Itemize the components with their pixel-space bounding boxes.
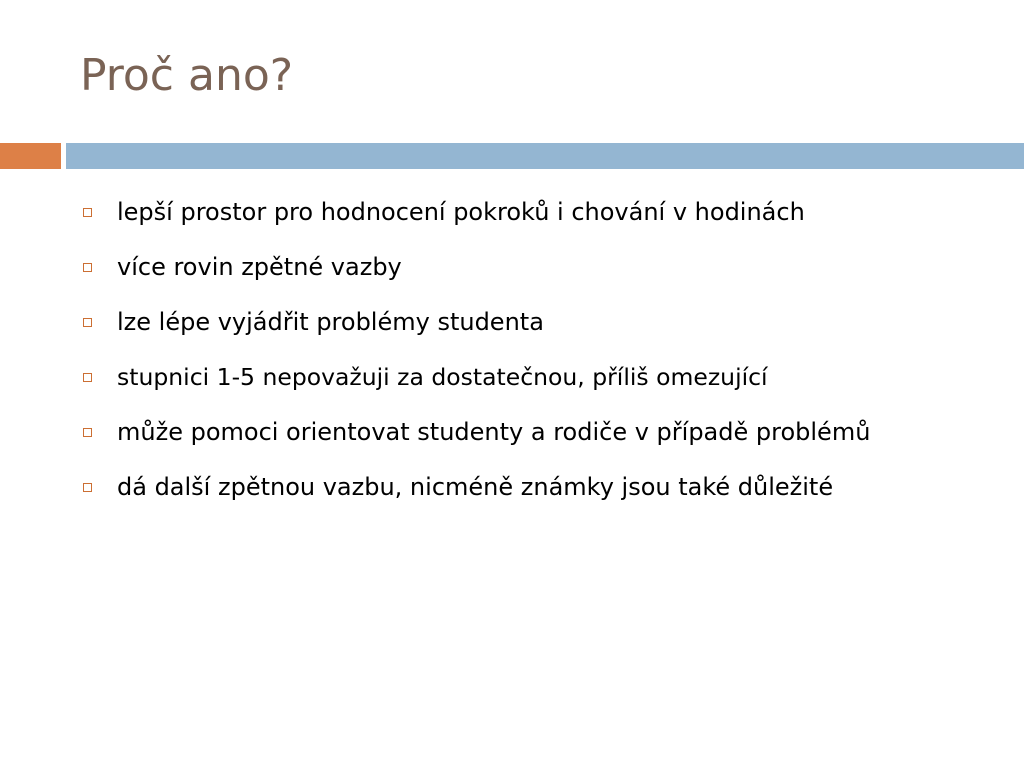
- bullet-item: [80, 465, 980, 509]
- square-bullet-icon: [83, 318, 92, 327]
- square-bullet-icon: [83, 483, 92, 492]
- square-bullet-icon: [83, 373, 92, 382]
- square-bullet-icon: [83, 263, 92, 272]
- bullet-item: [80, 245, 980, 289]
- bullet-item: [80, 190, 980, 234]
- bullet-item: [80, 300, 980, 344]
- accent-bar-orange: [0, 143, 61, 169]
- bullet-list: [80, 190, 980, 520]
- bullet-text: dá další zpětnou vazbu, nicméně známky jsou také důležité: [117, 473, 834, 501]
- square-bullet-icon: [83, 208, 92, 217]
- bullet-item: [80, 410, 980, 454]
- bullet-text: lze lépe vyjádřit problémy studenta: [117, 308, 544, 336]
- bullet-text: stupnici 1-5 nepovažuji za dostatečnou, příliš omezující: [117, 363, 768, 391]
- bullet-text: více rovin zpětné vazby: [117, 253, 402, 281]
- bullet-text: může pomoci orientovat studenty a rodiče v případě problémů: [117, 418, 871, 446]
- accent-bar-blue: [66, 143, 1024, 169]
- square-bullet-icon: [83, 428, 92, 437]
- slide-title: Proč ano?: [80, 50, 294, 101]
- bullet-item: [80, 355, 980, 399]
- bullet-text: lepší prostor pro hodnocení pokroků i chování v hodinách: [117, 198, 805, 226]
